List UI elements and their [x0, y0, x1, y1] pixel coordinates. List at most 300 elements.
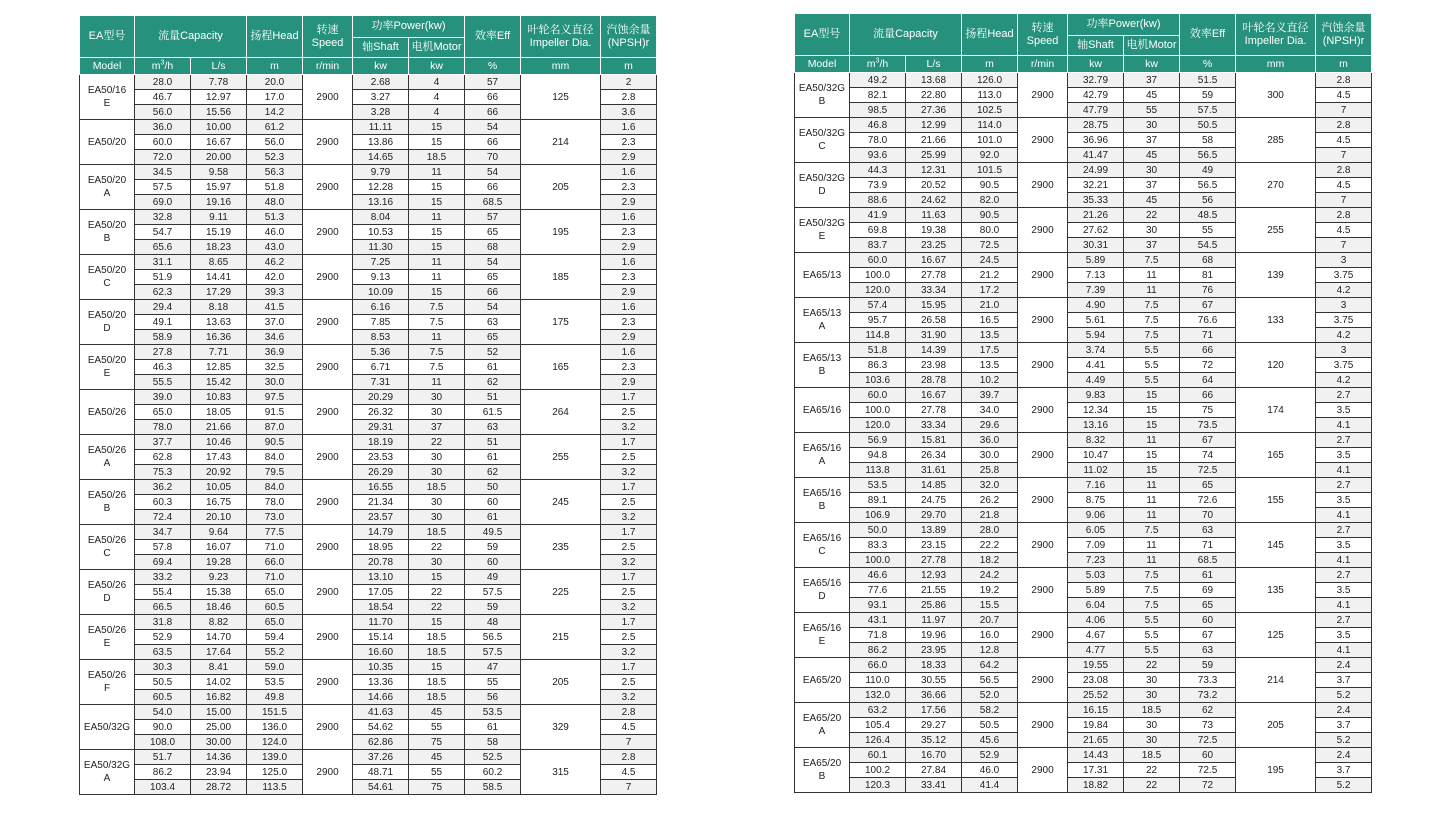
speed-cell: 2900: [1018, 208, 1068, 253]
motor-power-cell: 7.5: [409, 345, 465, 360]
capacity-ls-cell: 28.72: [191, 780, 247, 795]
eff-cell: 52: [465, 345, 521, 360]
motor-power-cell: 11: [1124, 493, 1180, 508]
impeller-dia-cell: 270: [1236, 163, 1316, 208]
shaft-power-cell: 5.89: [1068, 253, 1124, 268]
capacity-ls-cell: 16.67: [906, 253, 962, 268]
header-impeller: [521, 16, 601, 58]
impeller-dia-cell: 145: [1236, 523, 1316, 568]
eff-cell: 70: [465, 150, 521, 165]
npsh-cell: 4.1: [1316, 553, 1372, 568]
motor-power-cell: 11: [1124, 268, 1180, 283]
eff-cell: 49: [1180, 163, 1236, 178]
model-label: B: [103, 233, 111, 244]
model-label: EA65/16: [802, 443, 842, 454]
eff-cell: 56.5: [465, 630, 521, 645]
head-cell: 43.0: [247, 240, 303, 255]
eff-cell: 51: [465, 435, 521, 450]
table-body-left: [80, 75, 657, 795]
header-speed-en: Speed: [1026, 34, 1059, 47]
head-cell: 30.0: [247, 375, 303, 390]
eff-cell: 48.5: [1180, 208, 1236, 223]
shaft-power-cell: 13.36: [353, 675, 409, 690]
shaft-power-cell: 18.54: [353, 600, 409, 615]
model-label: C: [103, 548, 111, 559]
eff-cell: 54: [465, 120, 521, 135]
shaft-power-cell: 18.95: [353, 540, 409, 555]
npsh-cell: 1.6: [601, 210, 657, 225]
capacity-ls-cell: 24.62: [906, 193, 962, 208]
capacity-m3h-cell: 60.1: [850, 748, 906, 763]
shaft-power-cell: 5.61: [1068, 313, 1124, 328]
speed-cell: 2900: [1018, 253, 1068, 298]
unit-m3h: [850, 56, 906, 73]
model-label: EA65/16: [802, 488, 842, 499]
capacity-ls-cell: 9.11: [191, 210, 247, 225]
capacity-ls-cell: 15.95: [906, 298, 962, 313]
head-cell: 52.9: [962, 748, 1018, 763]
head-cell: 51.8: [247, 180, 303, 195]
npsh-cell: 3.75: [1316, 268, 1372, 283]
eff-cell: 63: [465, 420, 521, 435]
eff-cell: 47: [465, 660, 521, 675]
capacity-m3h-cell: 69.4: [135, 555, 191, 570]
npsh-cell: 5.2: [1316, 733, 1372, 748]
capacity-ls-cell: 9.64: [191, 525, 247, 540]
eff-cell: 66: [465, 105, 521, 120]
motor-power-cell: 22: [1124, 763, 1180, 778]
npsh-cell: 7: [1316, 103, 1372, 118]
table-row: [795, 388, 1372, 403]
capacity-ls-cell: 10.05: [191, 480, 247, 495]
eff-cell: 60: [1180, 748, 1236, 763]
shaft-power-cell: 62.86: [353, 735, 409, 750]
head-cell: 46.0: [247, 225, 303, 240]
header-head: 扬程Head: [247, 16, 303, 58]
head-cell: 13.5: [962, 358, 1018, 373]
capacity-ls-cell: 33.34: [906, 283, 962, 298]
header-npsh-cn: 汽蚀余量: [1321, 21, 1366, 34]
model-label: B: [818, 501, 826, 512]
npsh-cell: 4.1: [1316, 418, 1372, 433]
head-cell: 139.0: [247, 750, 303, 765]
eff-cell: 62: [465, 375, 521, 390]
capacity-m3h-cell: 73.9: [850, 178, 906, 193]
impeller-dia-cell: 155: [1236, 478, 1316, 523]
capacity-ls-cell: 13.63: [191, 315, 247, 330]
model-label: E: [103, 638, 111, 649]
capacity-m3h-cell: 28.0: [135, 75, 191, 90]
shaft-power-cell: 7.09: [1068, 538, 1124, 553]
shaft-power-cell: 8.75: [1068, 493, 1124, 508]
impeller-dia-cell: 165: [521, 345, 601, 390]
header-capacity: 流量Capacity: [850, 14, 962, 56]
speed-cell: 2900: [1018, 478, 1068, 523]
speed-cell: 2900: [303, 255, 353, 300]
speed-cell: 2900: [1018, 298, 1068, 343]
npsh-cell: 3.75: [1316, 358, 1372, 373]
head-cell: 114.0: [962, 118, 1018, 133]
model-label: EA50/32G: [798, 218, 846, 229]
motor-power-cell: 15: [409, 615, 465, 630]
shaft-power-cell: 14.66: [353, 690, 409, 705]
motor-power-cell: 5.5: [1124, 358, 1180, 373]
head-cell: 39.3: [247, 285, 303, 300]
shaft-power-cell: 32.79: [1068, 73, 1124, 88]
npsh-cell: 4.5: [1316, 223, 1372, 238]
npsh-cell: 2.8: [601, 750, 657, 765]
head-cell: 136.0: [247, 720, 303, 735]
capacity-ls-cell: 11.97: [906, 613, 962, 628]
npsh-cell: 2.8: [601, 90, 657, 105]
head-cell: 56.0: [247, 135, 303, 150]
motor-power-cell: 15: [409, 570, 465, 585]
motor-power-cell: 37: [1124, 178, 1180, 193]
unit-m3h-tail: /h: [164, 59, 174, 72]
speed-cell: 2900: [303, 210, 353, 255]
capacity-m3h-cell: 41.9: [850, 208, 906, 223]
npsh-cell: 2.5: [601, 495, 657, 510]
capacity-ls-cell: 26.34: [906, 448, 962, 463]
shaft-power-cell: 14.65: [353, 150, 409, 165]
shaft-power-cell: 25.52: [1068, 688, 1124, 703]
npsh-cell: 4.1: [1316, 508, 1372, 523]
npsh-cell: 2.3: [601, 225, 657, 240]
head-cell: 58.2: [962, 703, 1018, 718]
eff-cell: 49.5: [465, 525, 521, 540]
npsh-cell: 2.3: [601, 315, 657, 330]
eff-cell: 60.2: [465, 765, 521, 780]
npsh-cell: 2.8: [601, 705, 657, 720]
eff-cell: 49: [465, 570, 521, 585]
capacity-m3h-cell: 46.3: [135, 360, 191, 375]
capacity-m3h-cell: 120.3: [850, 778, 906, 793]
impeller-dia-cell: 133: [1236, 298, 1316, 343]
head-cell: 72.5: [962, 238, 1018, 253]
head-cell: 17.5: [962, 343, 1018, 358]
model-label: EA50/20: [87, 220, 127, 231]
eff-cell: 71: [1180, 538, 1236, 553]
impeller-dia-cell: 139: [1236, 253, 1316, 298]
shaft-power-cell: 4.49: [1068, 373, 1124, 388]
motor-power-cell: 30: [409, 555, 465, 570]
model-label: E: [103, 368, 111, 379]
model-label: EA50/26: [87, 625, 127, 636]
header-motor: 电机Motor: [1124, 36, 1180, 56]
npsh-cell: 2.9: [601, 375, 657, 390]
shaft-power-cell: 3.28: [353, 105, 409, 120]
head-cell: 66.0: [247, 555, 303, 570]
motor-power-cell: 18.5: [409, 480, 465, 495]
unit-head: m: [247, 58, 303, 75]
capacity-ls-cell: 14.41: [191, 270, 247, 285]
capacity-m3h-cell: 86.3: [850, 358, 906, 373]
model-cell: [795, 703, 850, 748]
capacity-m3h-cell: 46.7: [135, 90, 191, 105]
shaft-power-cell: 12.28: [353, 180, 409, 195]
npsh-cell: 1.7: [601, 525, 657, 540]
npsh-cell: 3: [1316, 343, 1372, 358]
npsh-cell: 2.5: [601, 450, 657, 465]
shaft-power-cell: 17.05: [353, 585, 409, 600]
npsh-cell: 3.6: [601, 105, 657, 120]
shaft-power-cell: 41.47: [1068, 148, 1124, 163]
capacity-ls-cell: 19.16: [191, 195, 247, 210]
capacity-m3h-cell: 27.8: [135, 345, 191, 360]
impeller-dia-cell: 125: [1236, 613, 1316, 658]
impeller-dia-cell: 214: [1236, 658, 1316, 703]
shaft-power-cell: 27.62: [1068, 223, 1124, 238]
head-cell: 56.5: [962, 673, 1018, 688]
model-cell: [80, 525, 135, 570]
speed-cell: 2900: [1018, 523, 1068, 568]
shaft-power-cell: 15.14: [353, 630, 409, 645]
model-label: EA50/32G: [798, 83, 846, 94]
shaft-power-cell: 3.27: [353, 90, 409, 105]
motor-power-cell: 30: [1124, 688, 1180, 703]
motor-power-cell: 37: [409, 420, 465, 435]
capacity-ls-cell: 29.70: [906, 508, 962, 523]
head-cell: 97.5: [247, 390, 303, 405]
shaft-power-cell: 41.63: [353, 705, 409, 720]
head-cell: 102.5: [962, 103, 1018, 118]
eff-cell: 59: [1180, 658, 1236, 673]
capacity-ls-cell: 25.86: [906, 598, 962, 613]
npsh-cell: 4.1: [1316, 643, 1372, 658]
npsh-cell: 4.5: [1316, 133, 1372, 148]
table-row: [80, 210, 657, 225]
head-cell: 77.5: [247, 525, 303, 540]
eff-cell: 81: [1180, 268, 1236, 283]
capacity-m3h-cell: 100.0: [850, 403, 906, 418]
capacity-ls-cell: 15.81: [906, 433, 962, 448]
head-cell: 41.4: [962, 778, 1018, 793]
model-label: EA65/13: [802, 353, 842, 364]
shaft-power-cell: 26.29: [353, 465, 409, 480]
unit-m3h-sup: 3: [160, 59, 165, 66]
head-cell: 19.2: [962, 583, 1018, 598]
npsh-cell: 2.3: [601, 180, 657, 195]
head-cell: 45.6: [962, 733, 1018, 748]
motor-power-cell: 5.5: [1124, 628, 1180, 643]
motor-power-cell: 30: [409, 510, 465, 525]
eff-cell: 51.5: [1180, 73, 1236, 88]
eff-cell: 59: [1180, 88, 1236, 103]
capacity-ls-cell: 12.99: [906, 118, 962, 133]
motor-power-cell: 11: [1124, 508, 1180, 523]
capacity-m3h-cell: 82.1: [850, 88, 906, 103]
head-cell: 32.0: [962, 478, 1018, 493]
motor-power-cell: 11: [1124, 538, 1180, 553]
shaft-power-cell: 9.83: [1068, 388, 1124, 403]
capacity-ls-cell: 20.52: [906, 178, 962, 193]
npsh-cell: 3.75: [1316, 313, 1372, 328]
shaft-power-cell: 10.47: [1068, 448, 1124, 463]
header-eff: 效率Eff: [465, 16, 521, 58]
capacity-m3h-cell: 69.8: [850, 223, 906, 238]
capacity-m3h-cell: 46.6: [850, 568, 906, 583]
shaft-power-cell: 54.62: [353, 720, 409, 735]
capacity-ls-cell: 24.75: [906, 493, 962, 508]
capacity-ls-cell: 9.58: [191, 165, 247, 180]
eff-cell: 73: [1180, 718, 1236, 733]
model-cell: [80, 705, 135, 750]
shaft-power-cell: 35.33: [1068, 193, 1124, 208]
capacity-ls-cell: 16.67: [191, 135, 247, 150]
eff-cell: 59: [465, 540, 521, 555]
model-label: EA50/26: [87, 535, 127, 546]
capacity-ls-cell: 16.07: [191, 540, 247, 555]
capacity-ls-cell: 14.39: [906, 343, 962, 358]
model-label: C: [818, 141, 826, 152]
motor-power-cell: 45: [409, 705, 465, 720]
header-npsh: [1316, 14, 1372, 56]
motor-power-cell: 11: [409, 375, 465, 390]
capacity-m3h-cell: 49.1: [135, 315, 191, 330]
model-cell: [795, 253, 850, 298]
speed-cell: 2900: [1018, 748, 1068, 793]
header-speed: [1018, 14, 1068, 56]
motor-power-cell: 15: [409, 120, 465, 135]
table-row: [795, 253, 1372, 268]
eff-cell: 73.5: [1180, 418, 1236, 433]
model-label: E: [818, 636, 826, 647]
model-cell: [80, 345, 135, 390]
table-row: [795, 118, 1372, 133]
table-row: [80, 570, 657, 585]
head-cell: 91.5: [247, 405, 303, 420]
shaft-power-cell: 10.53: [353, 225, 409, 240]
speed-cell: 2900: [303, 615, 353, 660]
speed-cell: 2900: [303, 570, 353, 615]
impeller-dia-cell: 329: [521, 705, 601, 750]
capacity-ls-cell: 16.75: [191, 495, 247, 510]
motor-power-cell: 15: [409, 135, 465, 150]
npsh-cell: 3.5: [1316, 583, 1372, 598]
eff-cell: 70: [1180, 508, 1236, 523]
npsh-cell: 4.5: [601, 765, 657, 780]
shaft-power-cell: 42.79: [1068, 88, 1124, 103]
head-cell: 17.0: [247, 90, 303, 105]
impeller-dia-cell: 255: [1236, 208, 1316, 253]
capacity-ls-cell: 11.63: [906, 208, 962, 223]
head-cell: 36.9: [247, 345, 303, 360]
shaft-power-cell: 23.53: [353, 450, 409, 465]
capacity-m3h-cell: 62.3: [135, 285, 191, 300]
capacity-ls-cell: 19.38: [906, 223, 962, 238]
head-cell: 59.4: [247, 630, 303, 645]
capacity-ls-cell: 19.96: [906, 628, 962, 643]
shaft-power-cell: 6.05: [1068, 523, 1124, 538]
eff-cell: 61: [465, 510, 521, 525]
capacity-m3h-cell: 49.2: [850, 73, 906, 88]
head-cell: 34.0: [962, 403, 1018, 418]
head-cell: 64.2: [962, 658, 1018, 673]
shaft-power-cell: 4.90: [1068, 298, 1124, 313]
model-label: EA50/32G: [83, 721, 131, 733]
capacity-ls-cell: 29.27: [906, 718, 962, 733]
capacity-ls-cell: 12.85: [191, 360, 247, 375]
capacity-ls-cell: 12.31: [906, 163, 962, 178]
model-cell: [795, 568, 850, 613]
npsh-cell: 1.6: [601, 165, 657, 180]
shaft-power-cell: 2.68: [353, 75, 409, 90]
npsh-cell: 2.5: [601, 630, 657, 645]
capacity-ls-cell: 15.97: [191, 180, 247, 195]
head-cell: 71.0: [247, 540, 303, 555]
shaft-power-cell: 30.31: [1068, 238, 1124, 253]
speed-cell: 2900: [303, 300, 353, 345]
model-label: A: [103, 773, 111, 784]
npsh-cell: 3.7: [1316, 763, 1372, 778]
impeller-dia-cell: 165: [1236, 433, 1316, 478]
head-cell: 79.5: [247, 465, 303, 480]
eff-cell: 53.5: [465, 705, 521, 720]
shaft-power-cell: 18.82: [1068, 778, 1124, 793]
header-npsh-cn: 汽蚀余量: [606, 23, 651, 36]
eff-cell: 63: [1180, 523, 1236, 538]
unit-head: m: [962, 56, 1018, 73]
shaft-power-cell: 7.13: [1068, 268, 1124, 283]
unit-speed: r/min: [303, 58, 353, 75]
capacity-ls-cell: 16.70: [906, 748, 962, 763]
capacity-m3h-cell: 94.8: [850, 448, 906, 463]
motor-power-cell: 30: [1124, 118, 1180, 133]
shaft-power-cell: 10.35: [353, 660, 409, 675]
speed-cell: 2900: [303, 750, 353, 795]
speed-cell: 2900: [303, 75, 353, 120]
npsh-cell: 7: [601, 780, 657, 795]
motor-power-cell: 45: [1124, 88, 1180, 103]
npsh-cell: 3.2: [601, 600, 657, 615]
npsh-cell: 7: [1316, 148, 1372, 163]
impeller-dia-cell: 255: [521, 435, 601, 480]
npsh-cell: 2.8: [1316, 118, 1372, 133]
shaft-power-cell: 8.53: [353, 330, 409, 345]
motor-power-cell: 15: [409, 195, 465, 210]
head-cell: 29.6: [962, 418, 1018, 433]
model-label: C: [818, 546, 826, 557]
capacity-ls-cell: 27.78: [906, 553, 962, 568]
capacity-ls-cell: 17.43: [191, 450, 247, 465]
capacity-m3h-cell: 50.5: [135, 675, 191, 690]
model-label: D: [818, 186, 826, 197]
model-label: EA50/20: [87, 175, 127, 186]
header-shaft: 轴Shaft: [1068, 36, 1124, 56]
motor-power-cell: 11: [1124, 478, 1180, 493]
head-cell: 46.0: [962, 763, 1018, 778]
npsh-cell: 3.7: [1316, 673, 1372, 688]
motor-power-cell: 4: [409, 90, 465, 105]
header-speed-cn: 转速: [1031, 21, 1054, 34]
header-speed-en: Speed: [311, 36, 344, 49]
shaft-power-cell: 13.10: [353, 570, 409, 585]
capacity-ls-cell: 15.42: [191, 375, 247, 390]
capacity-m3h-cell: 103.4: [135, 780, 191, 795]
npsh-cell: 1.6: [601, 120, 657, 135]
shaft-power-cell: 5.94: [1068, 328, 1124, 343]
model-label: EA50/26: [87, 670, 127, 681]
capacity-ls-cell: 20.10: [191, 510, 247, 525]
shaft-power-cell: 11.70: [353, 615, 409, 630]
capacity-ls-cell: 23.15: [906, 538, 962, 553]
capacity-m3h-cell: 36.2: [135, 480, 191, 495]
capacity-m3h-cell: 114.8: [850, 328, 906, 343]
shaft-power-cell: 9.79: [353, 165, 409, 180]
npsh-cell: 3: [1316, 298, 1372, 313]
capacity-m3h-cell: 60.3: [135, 495, 191, 510]
npsh-cell: 4.2: [1316, 328, 1372, 343]
